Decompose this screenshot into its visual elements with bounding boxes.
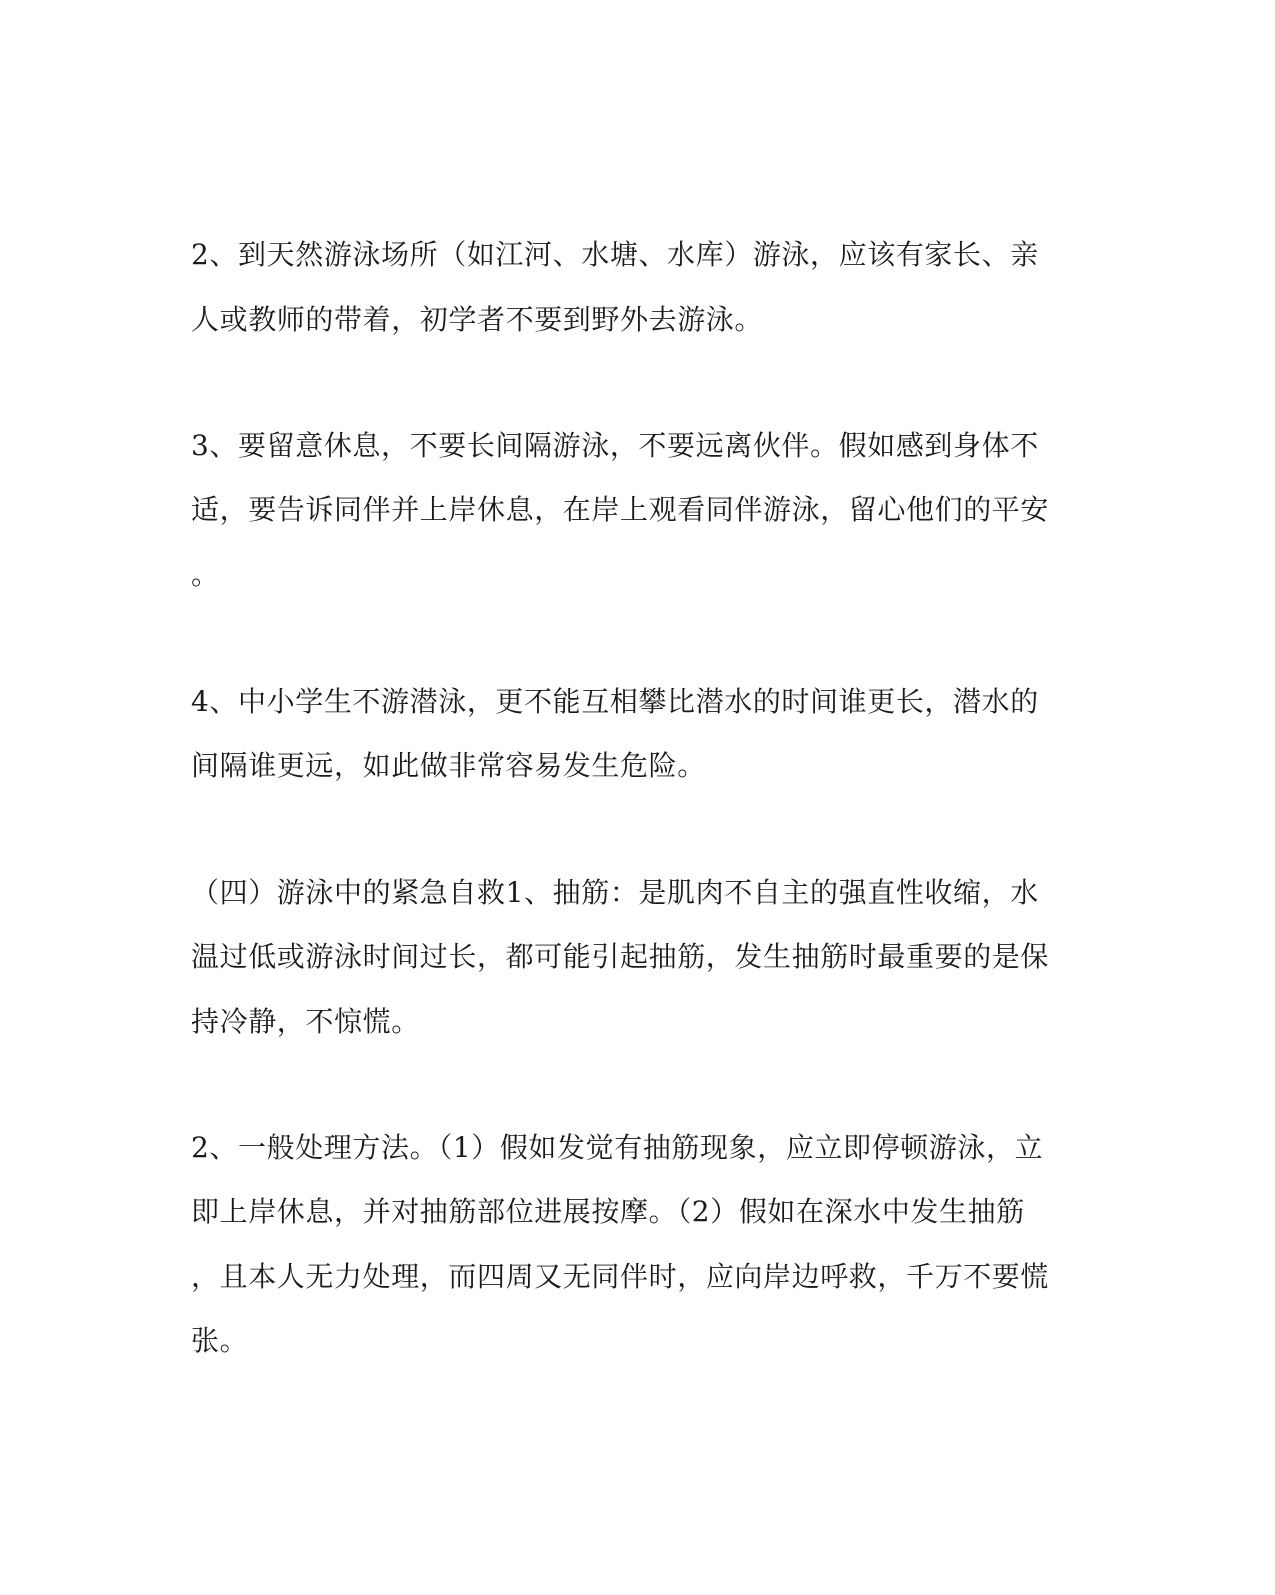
paragraph-line: 2、到天然游泳场所（如江河、水塘、水库）游泳，应该有家长、亲 xyxy=(191,238,1039,271)
paragraph-line: 。 xyxy=(191,558,220,591)
paragraph-line: ，且本人无力处理，而四周又无同伴时，应向岸边呼救，千万不要慌 xyxy=(191,1260,1050,1293)
paragraph-line: （四）游泳中的紧急自救1、抽筋：是肌肉不自主的强直性收缩，水 xyxy=(191,876,1039,909)
paragraph-line: 持冷静，不惊慌。 xyxy=(191,1005,420,1038)
paragraph-line: 4、中小学生不游潜泳，更不能互相攀比潜水的时间谁更长，潜水的 xyxy=(191,685,1039,718)
paragraph-line: 2、一般处理方法。（1）假如发觉有抽筋现象，应立即停顿游泳，立 xyxy=(191,1131,1044,1164)
paragraph-line: 即上岸休息，并对抽筋部位进展按摩。（2）假如在深水中发生抽筋 xyxy=(191,1195,1025,1228)
paragraph-line: 人或教师的带着，初学者不要到野外去游泳。 xyxy=(191,303,764,336)
paragraph-line: 3、要留意休息，不要长间隔游泳，不要远离伙伴。假如感到身体不 xyxy=(191,429,1039,462)
paragraph-line: 张。 xyxy=(191,1324,249,1357)
paragraph-line: 适，要告诉同伴并上岸休息，在岸上观看同伴游泳，留心他们的平安 xyxy=(191,493,1050,526)
paragraph-line: 温过低或游泳时间过长，都可能引起抽筋，发生抽筋时最重要的是保 xyxy=(191,940,1050,973)
paragraph-line: 间隔谁更远，如此做非常容易发生危险。 xyxy=(191,749,706,782)
